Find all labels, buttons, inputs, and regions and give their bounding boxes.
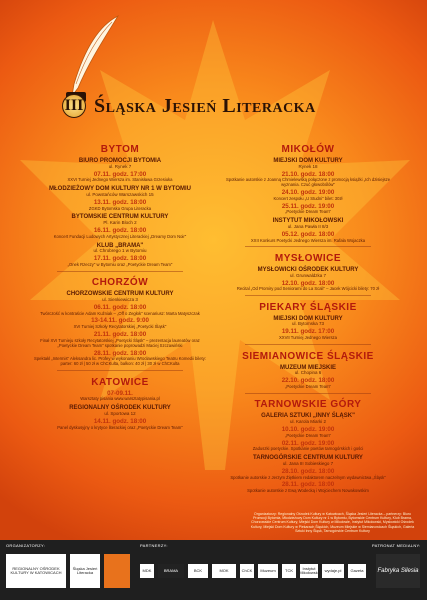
event-date: 07-09.11. — [107, 389, 133, 397]
venue-address: ul. Rynek 7 — [108, 163, 132, 169]
partner-logo: TCK — [282, 564, 296, 578]
partner-logo: ChCK — [240, 564, 254, 578]
event-description: XXVI Turniej Jednego Wiersza im. Stanisława Grzesiuka — [67, 177, 173, 183]
event-date: 13.11. godz. 18:00 — [93, 198, 147, 206]
venue: TARNOGÓRSKIE CENTRUM KULTURY — [253, 455, 363, 462]
poster-title — [62, 94, 392, 118]
slask-logo-text: Śląska Jesień Literacka — [72, 565, 98, 575]
venue-address: ul. Powstańców Warszawskich 15 — [86, 191, 154, 197]
venue-address: ul. Karola Miarki 2 — [289, 418, 326, 424]
venue: REGIONALNY OŚRODEK KULTURY — [69, 405, 171, 412]
venue: MŁODZIEŻOWY DOM KULTURY NR 1 W BYTOMIU — [49, 186, 191, 193]
venue-address: ul. Jana III Sobieskiego 7 — [282, 460, 334, 466]
event-date: 16.11. godz. 18:00 — [93, 226, 147, 234]
event-description: „Onek Rzeczy" w Bytomiu oraz „Poetyckie Dream Team" — [67, 261, 173, 267]
event-date: 10.10. godz. 19:00 — [281, 425, 335, 433]
partner-logo: Instytut Mikołowski — [300, 564, 318, 578]
city-bytom: BYTOM — [100, 144, 140, 155]
divider — [245, 393, 371, 394]
venue: MYSŁOWICKI OŚRODEK KULTURY — [257, 267, 359, 274]
festival-name: Śląska Jesień Literacka — [94, 94, 316, 117]
venue: GALERIA SZTUKI „INNY ŚLĄSK" — [261, 413, 355, 420]
event-description: Warsztaty pisania www.warsztatypisania.pl — [80, 396, 160, 402]
venue-address: Pl. Karin Bloch 2 — [103, 219, 137, 225]
edition-numeral: III — [62, 94, 86, 118]
divider — [57, 271, 183, 272]
organizers-label: ORGANIZATORZY: — [6, 543, 46, 548]
event-description: Spotkanie autorskie z Ewą Wodecką i Wojciechem Nowakowskim — [247, 488, 369, 494]
event-description: Spotkanie autorskie z Jerzym Żiętkiem redaktorem naczelnym wydawnictwa „Śląsk" — [230, 474, 386, 480]
city-tarnowskie-gory: TARNOWSKIE GÓRY — [254, 399, 362, 411]
venue-address: ul. Grunwaldzka 7 — [289, 272, 327, 278]
event-description: Recital „Od Promiry pod Seniorami do La Scali" – Jacek Wójcicki bilety: 70 zł — [236, 286, 380, 292]
event-date: 12.10. godz. 18:00 — [281, 279, 335, 287]
venue: MUZEUM MIEJSKIE — [279, 364, 336, 371]
partner-logo: MDK — [140, 564, 154, 578]
venue: BYTOMSKIE CENTRUM KULTURY — [71, 214, 169, 221]
venue: INSTYTUT MIKOŁOWSKI — [272, 218, 344, 225]
event-date: 19.11. godz. 17:00 — [281, 328, 335, 336]
venue: CHORZOWSKIE CENTRUM KULTURY — [66, 291, 174, 298]
event-description: XVI Turniej Szkoły Recytatorskiej „Poetycki Śląsk" — [73, 324, 167, 330]
divider — [245, 246, 371, 247]
event-description: Koncert Fundacji Ludowych Artystycznej Literackiej „Dreamy Dom Noir" — [53, 233, 187, 239]
event-description: Spektakl „Intermis" Aleksandra lic. Profey w wykonaniu Wrocławskiego Teatru Komedii bilety: parter: 60 zł | 50 zł w ChCKulta, balkon: 40 zł | 30 zł w ChCKulta — [34, 356, 206, 367]
event-date: 28.10. godz. 18:00 — [281, 467, 335, 475]
event-date: 13-14.11. godz. 9:00 — [91, 317, 149, 325]
event-description: „Poetyckie Dream Team" — [284, 209, 332, 215]
event-date: 17.11. godz. 18:00 — [93, 255, 147, 263]
event-description: „Poetyckie Dream Team" — [284, 432, 332, 438]
venue-address: ul. Chopina 6 — [294, 370, 322, 376]
partner-logo: BCK — [188, 564, 208, 578]
leaf-logo — [104, 554, 130, 588]
event-date: 07.11. godz. 17:00 — [93, 170, 147, 178]
partner-logo: wydaje.pl — [322, 564, 344, 578]
venue-address: ul. Chrobrego 1 w Bytomiu — [93, 248, 147, 254]
poster-header — [0, 0, 427, 140]
city-mikolow: MIKOŁÓW — [281, 144, 335, 155]
event-date: 24.10. godz. 19:00 — [281, 189, 335, 196]
event-date: 14.11. godz. 18:00 — [93, 417, 147, 425]
rok-logo — [6, 554, 66, 588]
partner-logo: MOK — [212, 564, 236, 578]
organizers-note: Organizatorzy: Regionalny Ośrodek Kultury w Katowicach, Śląska Jesień Literacka – partnerzy: Biuro Promocji Bytomia, Młodzieżowy Dom Kultury nr 1 w Bytomiu, Bytomskie Centrum Kultury, Klub Brama, Chorzowskie Centrum Kultury, Miejski Dom Kultury w Mikołowie, Instytut Mikołowski, Mysłowicki Ośrodek Kultury, Miejski Dom Kultury w Piekarach Śląskich, Muzeum Miejskie w Siemianowicach Śląskich, Galeria Sztuki Inny Śląsk, Tarnogórskie Centrum Kultury — [250, 512, 415, 533]
left-column — [30, 138, 210, 432]
divider — [245, 344, 371, 345]
city-siemianowice: SIEMIANOWICE ŚLĄSKIE — [242, 350, 374, 362]
event-description: Finał XVI Turnieju szkoły Recytatorskiej „Poetycki Śląsk" – prezentacja laureatów oraz „Poetyckie Dream Team" spotkanie poprowadzi Maciej Szczawiński — [40, 337, 200, 348]
venue-address: ul. Bytomska 73 — [291, 321, 324, 327]
partner-logo: Muzeum — [258, 564, 278, 578]
city-katowice: KATOWICE — [91, 376, 149, 388]
partners-label: PARTNERZY: — [140, 543, 168, 548]
event-description: Zaduszki poetyckie. Spotkanie poetów tarnogórskich i gości — [252, 446, 364, 452]
city-chorzow: CHORZÓW — [91, 277, 149, 289]
event-description: XXII Konkurs Poetycki Jednego Wiersza im. Rafała Wojaczka — [250, 237, 366, 243]
city-piekary: PIEKARY ŚLĄSKIE — [259, 301, 357, 313]
partner-logo: Gazeta — [348, 564, 366, 578]
event-description: „Poetyckie Dream Team" — [284, 383, 332, 389]
venue: KLUB „BRAMA" — [96, 242, 144, 249]
event-date: 25.11. godz. 19:00 — [281, 202, 335, 210]
venue-address: ul. Jana Pawła II 8/3 — [287, 223, 329, 229]
slask-logo — [70, 554, 100, 588]
event-description: Panel dyskusyjny o krytyce literackiej oraz „Poetyckie Dream Team" — [57, 424, 183, 430]
event-date: 22.10. godz. 18:00 — [281, 377, 335, 385]
rok-logo-text: REGIONALNY OŚRODEK KULTURY W KATOWICACH — [10, 565, 62, 575]
venue-address: ul. Sportowa 12 — [104, 410, 136, 416]
right-column — [218, 138, 398, 496]
venue-address: Rynek 18 — [298, 163, 318, 169]
quill-pen-icon — [62, 14, 122, 104]
event-date: 21.11. godz. 18:00 — [93, 331, 147, 339]
divider — [245, 295, 371, 296]
event-description: ZGKD Bytomska Grupa Literacka — [88, 205, 152, 211]
event-date: 28.11. godz. 18:00 — [93, 349, 147, 357]
event-description: XXVII Turniej Jednego Wiersza — [279, 335, 337, 341]
media-patron-logo: Fabryka Silesia — [376, 554, 420, 588]
city-myslowice: MYSŁOWICE — [274, 253, 342, 265]
venue-address: ul. Sienkiewicza 3 — [102, 296, 138, 302]
sponsor-footer — [0, 540, 427, 600]
partner-logo: BRAMA — [158, 564, 184, 578]
event-description: Twórczość w kontraście Adam Kuźniak – „Off o Zegłok" scenariusz: Marta Matyszczak — [40, 310, 200, 316]
venue: BIURO PROMOCJI BYTOMIA — [78, 158, 162, 164]
event-date: 02.11. godz. 19:00 — [281, 439, 335, 447]
event-date: 05.12. godz. 18:00 — [281, 230, 335, 238]
divider — [57, 370, 183, 371]
media-label: PATRONAT MEDIALNY: — [372, 543, 421, 548]
event-date: 21.10. godz. 18:00 — [281, 170, 335, 178]
event-date: 28.11. godz. 18:00 — [281, 481, 335, 489]
venue: MIEJSKI DOM KULTURY — [273, 158, 343, 164]
event-date: 06.11. godz. 18:00 — [93, 303, 147, 311]
event-description: Spotkanie autorskie z Joanną Chmielewską połączone z promocją książki „Ich dzisiejsze wyznania. Czuć głowobólów" — [225, 177, 391, 188]
event-description: Koncert zespołu „U Studni" bilet: 30zł — [273, 195, 343, 201]
venue: MIEJSKI DOM KULTURY — [273, 315, 343, 322]
